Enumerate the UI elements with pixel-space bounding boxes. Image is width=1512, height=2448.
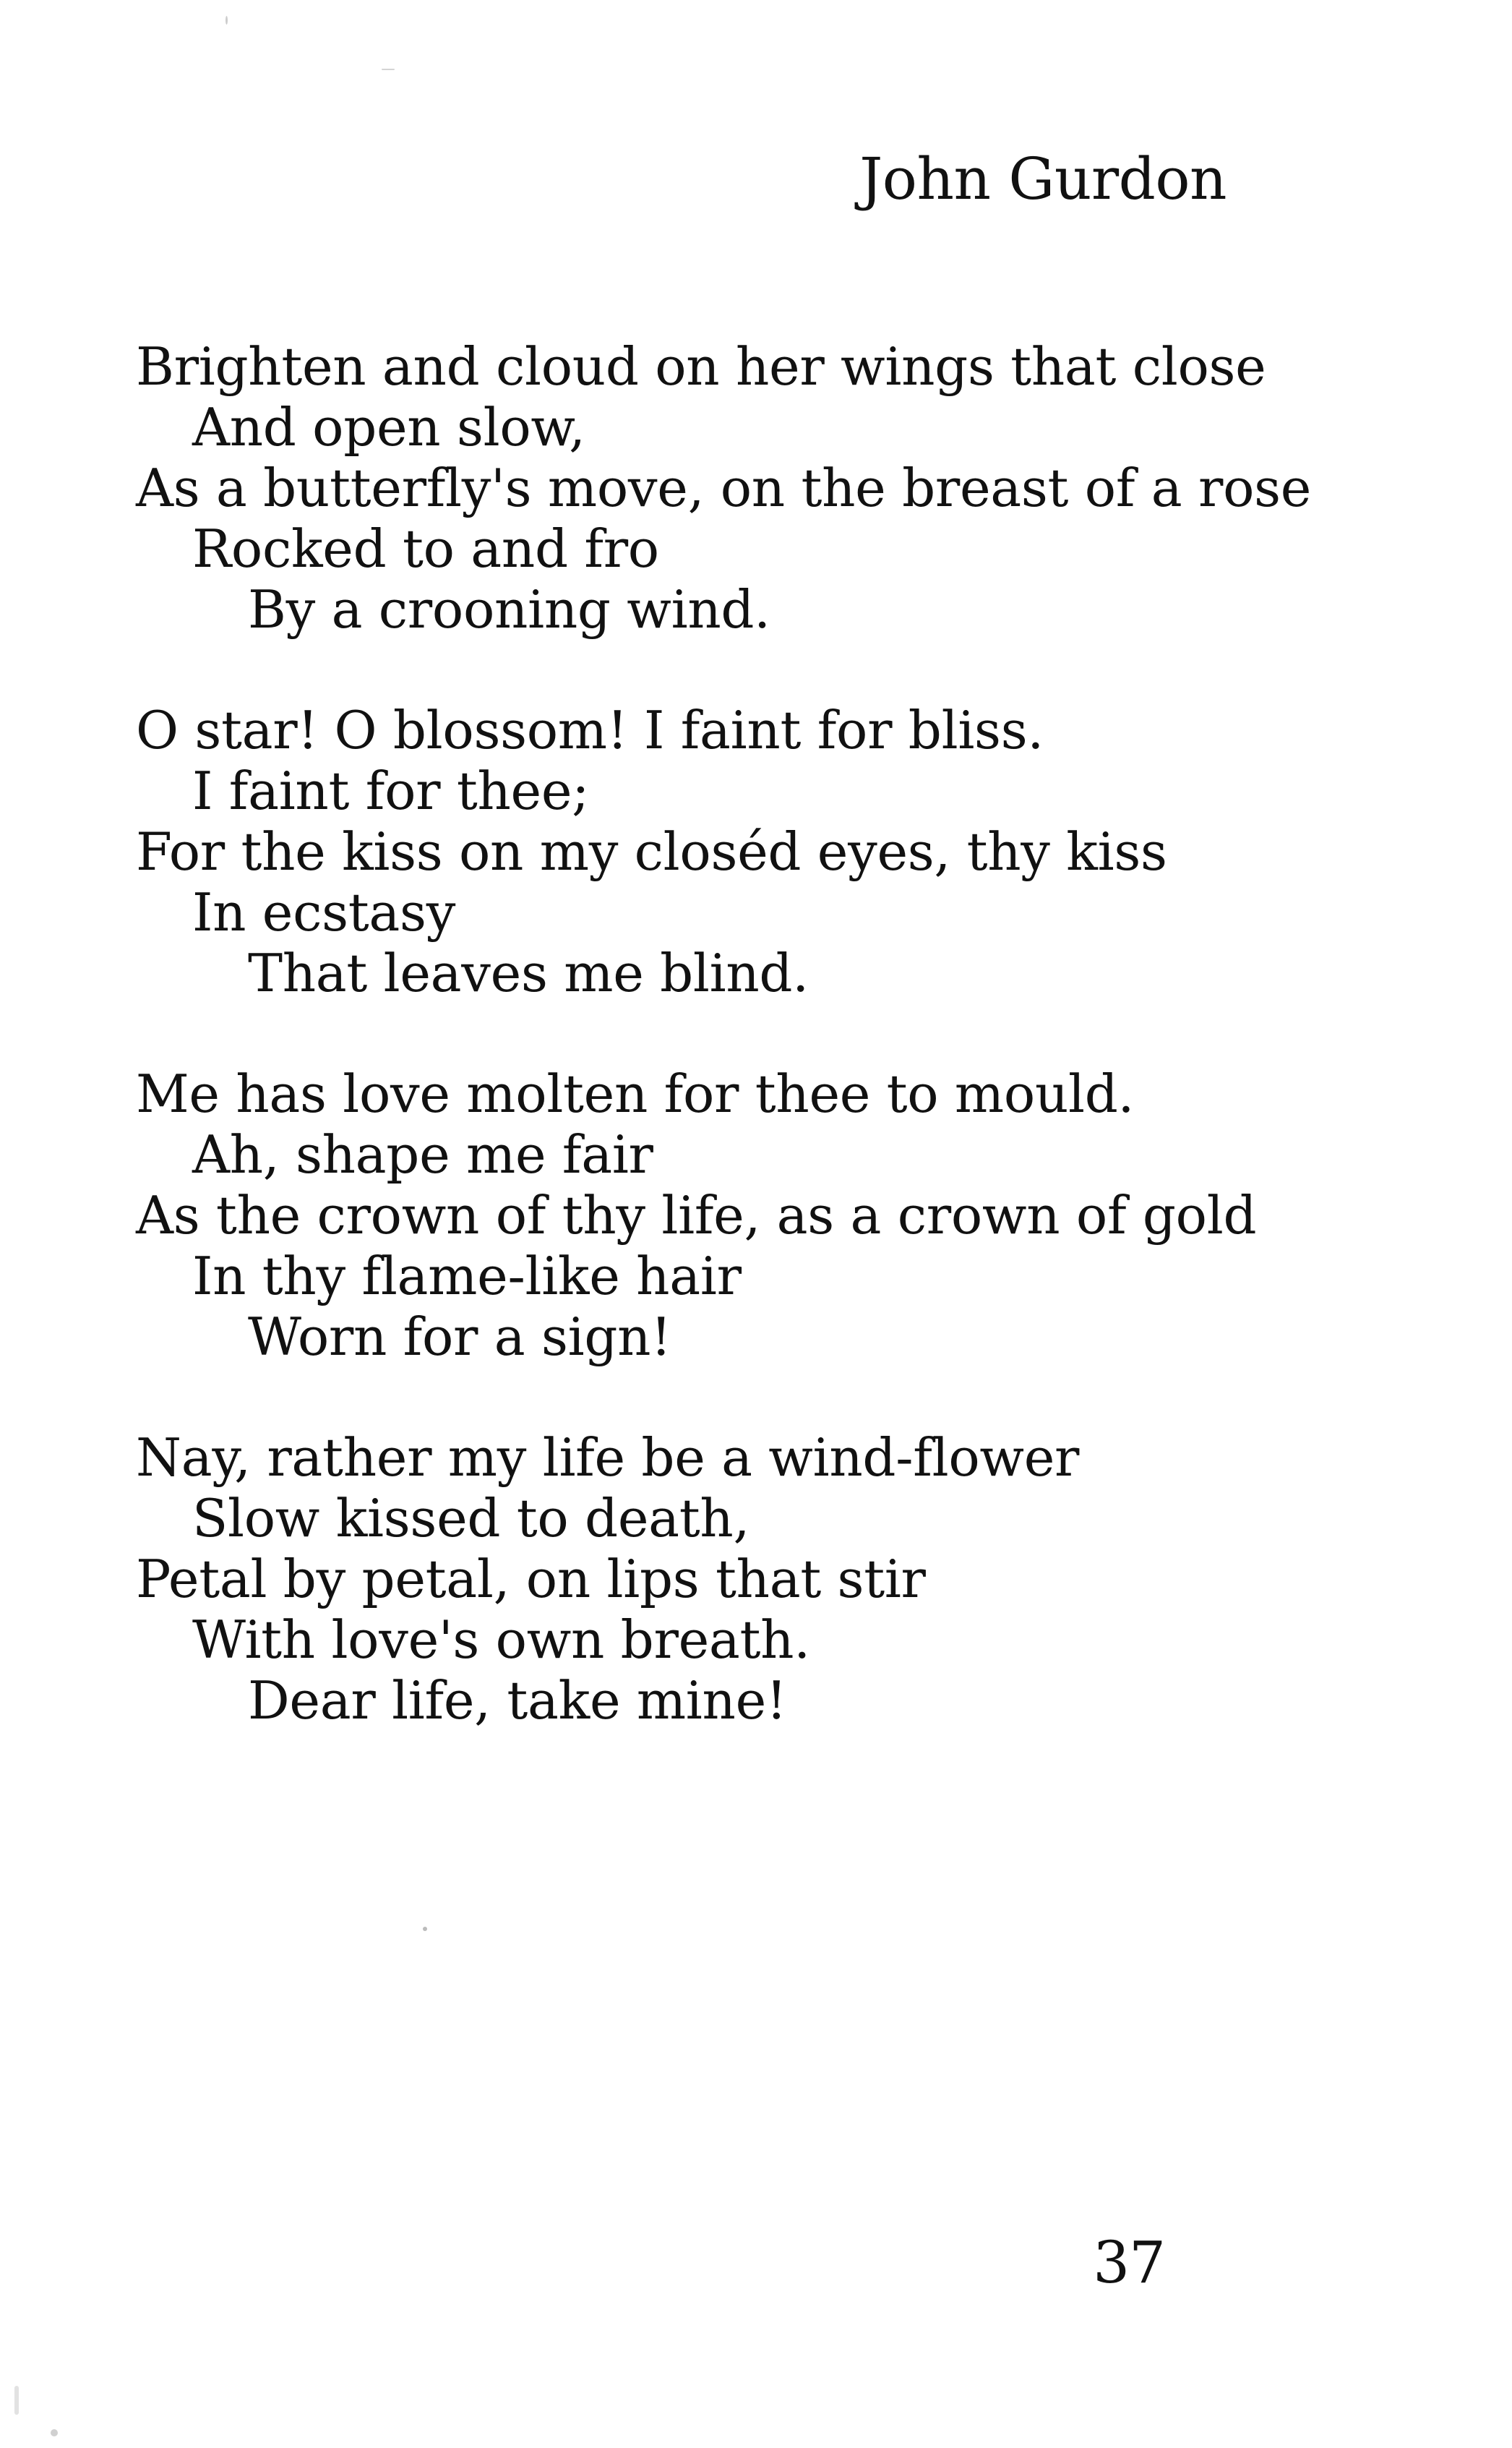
poem-line: By a crooning wind. [248,579,770,640]
paper-speck [225,16,228,25]
poem-line: I faint for thee; [192,761,590,821]
poem-line: Brighten and cloud on her wings that close [136,336,1266,397]
paper-speck [14,2386,19,2415]
poem-line: With love's own breath. [192,1609,810,1670]
stanza-1 [136,336,1312,640]
poem-line: As the crown of thy life, as a crown of gold [136,1185,1257,1246]
poem-line: As a butterfly's move, on the breast of a rose [136,458,1312,518]
stanza-3 [136,1063,1257,1367]
poem-line: And open slow, [192,397,585,458]
poem-line: Me has love molten for thee to mould. [136,1063,1135,1124]
poem-line: O star! O blossom! I faint for bliss. [136,700,1044,761]
paper-speck [51,2429,58,2436]
poem-line: Petal by petal, on lips that stir [136,1549,926,1609]
poem-line: In thy flame-like hair [192,1246,742,1306]
stanza-4 [136,1427,1234,1731]
running-head-author: John Gurdon [859,145,1227,213]
paper-speck [423,1927,427,1931]
paper-speck [382,69,395,70]
poem-line: In ecstasy [192,882,456,943]
poem-line: Ah, shape me fair [192,1124,653,1185]
poem-line: Slow kissed to death, [192,1488,750,1549]
poem-line: That leaves me blind. [248,943,809,1003]
poem-body [136,336,1312,1791]
poem-line: Dear life, take mine! [248,1670,787,1731]
poem-line: For the kiss on my closéd eyes, thy kiss [136,821,1167,882]
poem-line: Rocked to and fro [192,518,659,579]
page-number: 37 [1093,2229,1165,2296]
poem-line: Nay, rather my life be a wind-flower [136,1427,1080,1488]
poem-line: Worn for a sign! [248,1306,671,1367]
stanza-2 [136,700,1234,1003]
